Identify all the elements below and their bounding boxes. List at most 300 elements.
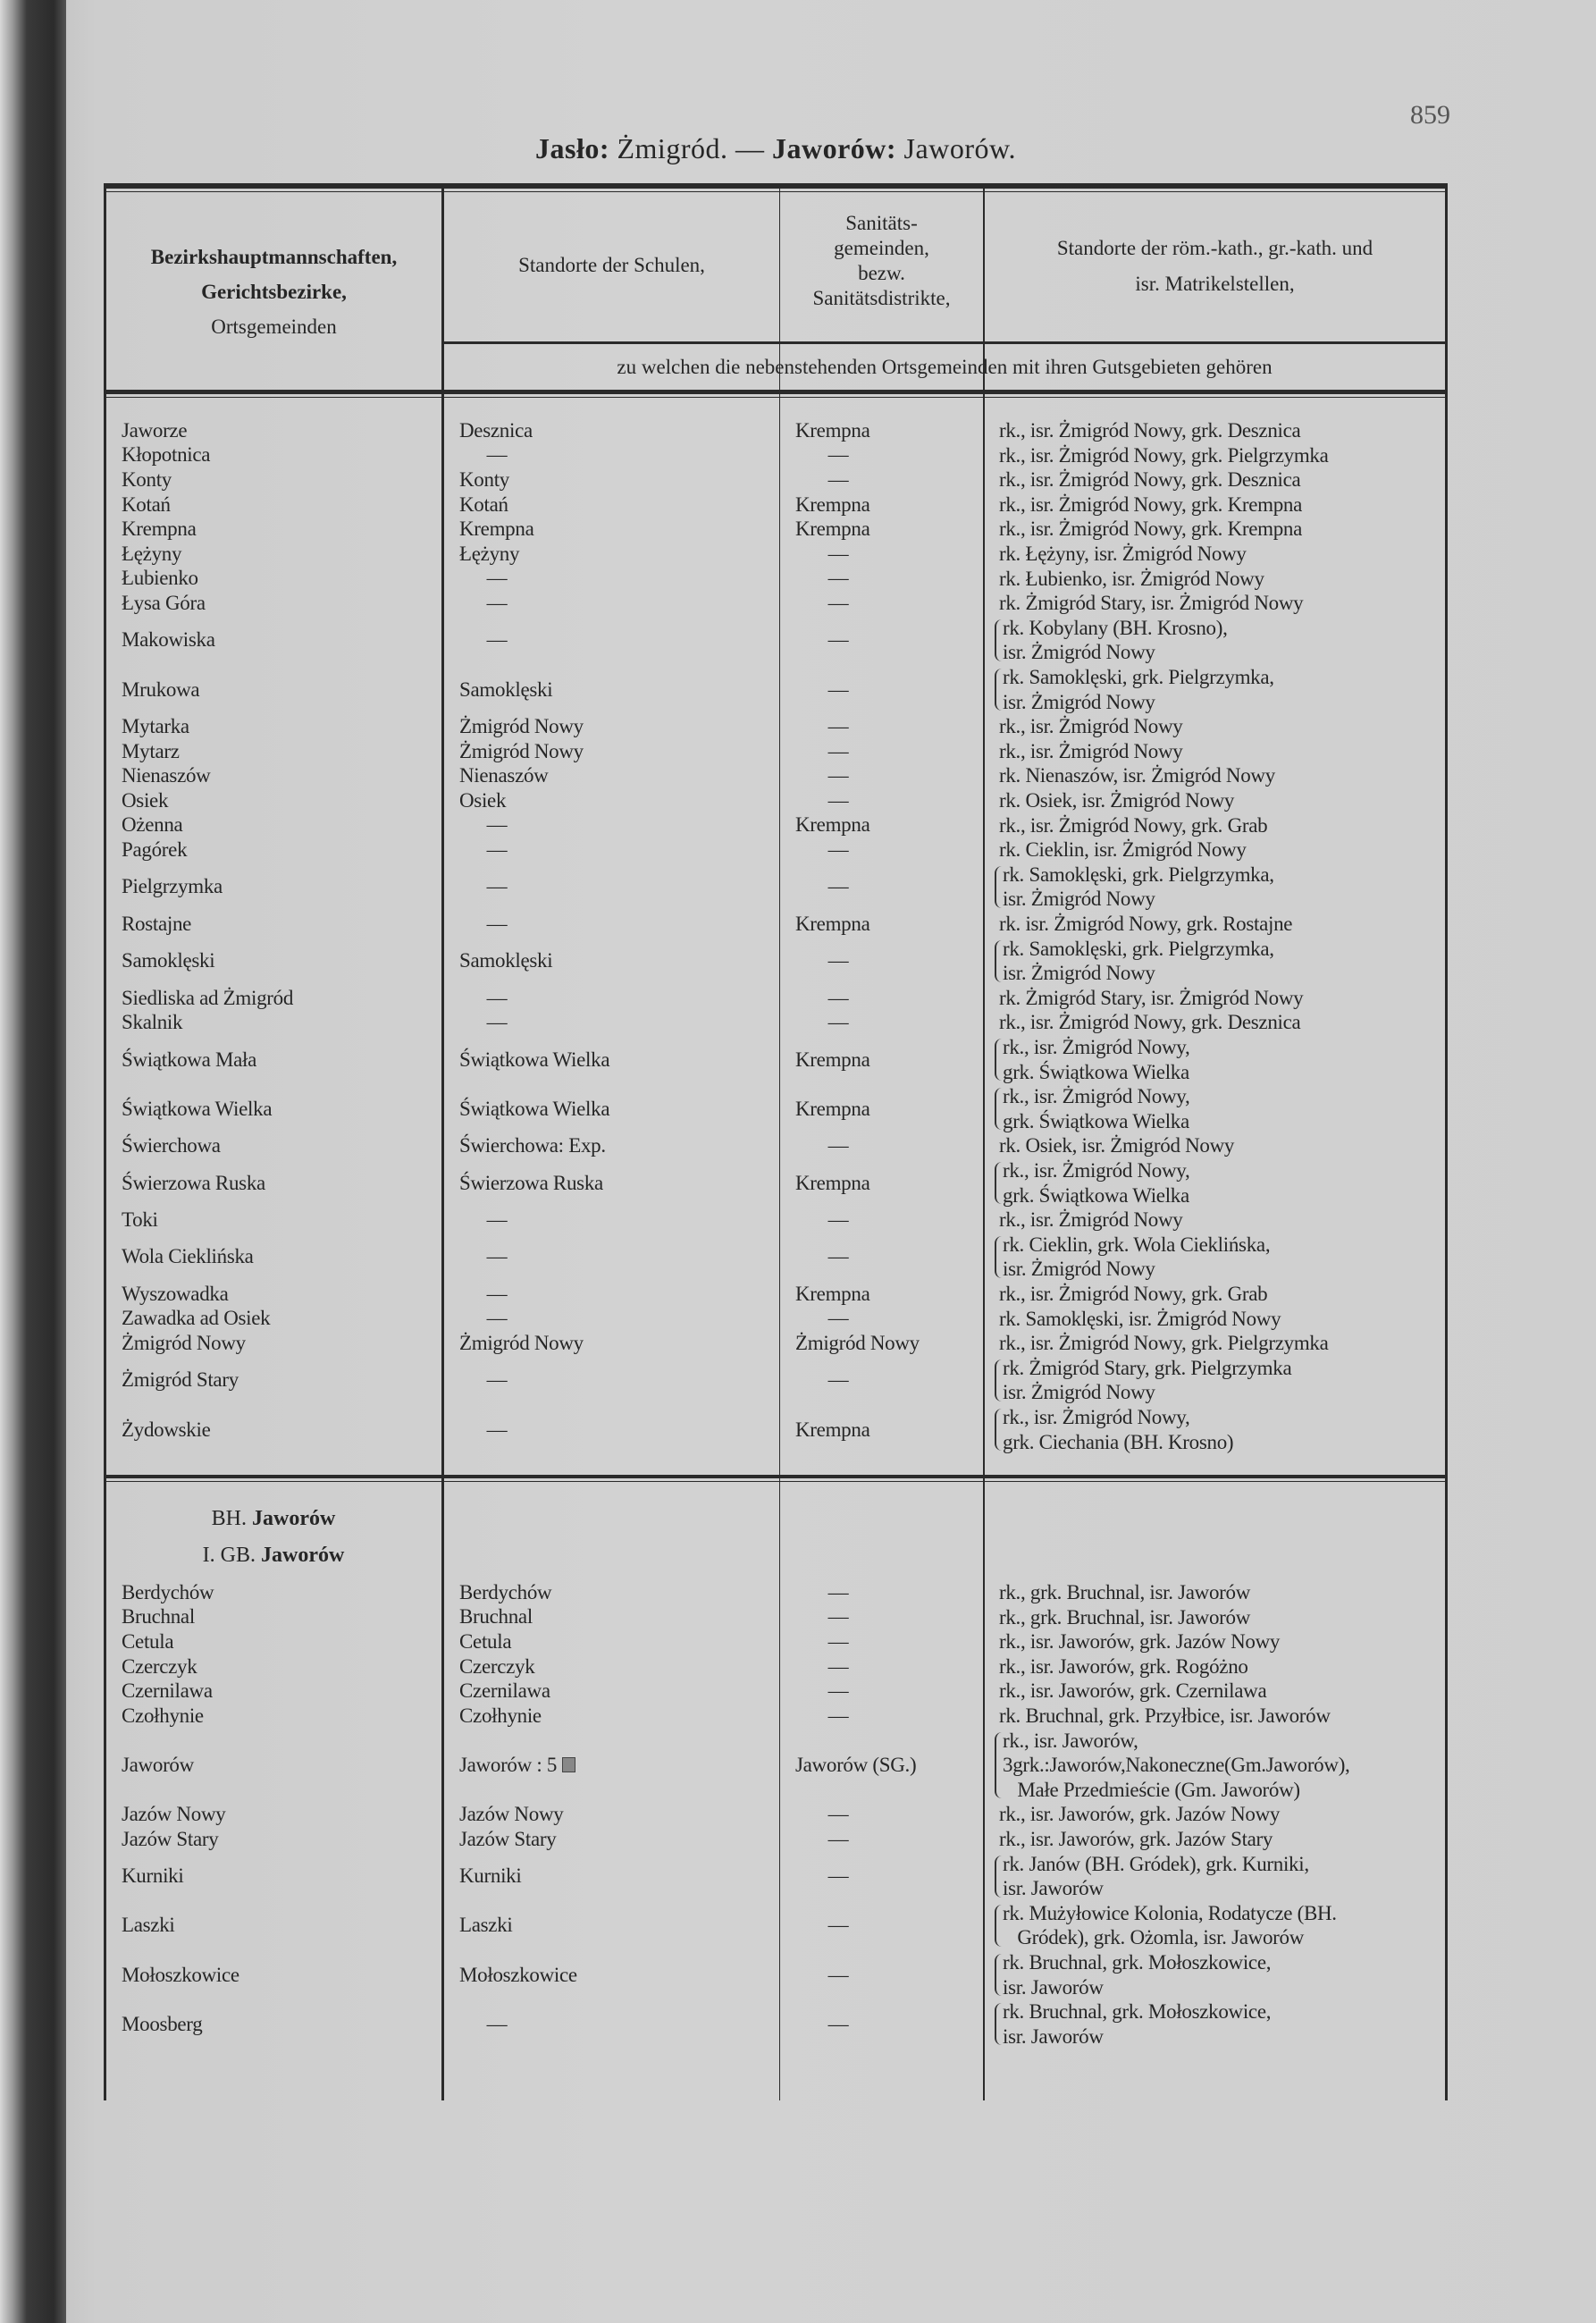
matrikel-line: rk., grk. Bruchnal, isr. Jaworów bbox=[999, 1581, 1251, 1603]
header-sanitaet bbox=[780, 211, 983, 311]
school-location-text: Świerchowa: Exp. bbox=[459, 1134, 606, 1157]
ortsgemeinde-name: Nienaszów bbox=[122, 764, 211, 787]
matrikel-line: rk., isr. Żmigród Nowy, grk. Krempna bbox=[999, 518, 1303, 541]
school-location-text: Bruchnal bbox=[459, 1605, 533, 1629]
ortsgemeinde-name: Kłopotnica bbox=[122, 443, 211, 467]
matrikel-stellen bbox=[999, 912, 1292, 937]
matrikel-line: rk., isr. Żmigród Nowy bbox=[999, 739, 1183, 762]
matrikel-stellen bbox=[999, 591, 1303, 616]
table-row bbox=[0, 1802, 1596, 1827]
sanitary-district: Żmigród Nowy bbox=[795, 1331, 920, 1354]
matrikel-stellen bbox=[999, 1605, 1250, 1630]
ortsgemeinde-name: Kotań bbox=[122, 492, 171, 516]
sanitary-district: — bbox=[827, 1864, 849, 1888]
ortsgemeinde-name: Czernilawa bbox=[122, 1679, 213, 1703]
ortsgemeinde-name: Mytarka bbox=[122, 714, 189, 737]
school-location bbox=[479, 1999, 515, 2049]
sanitary-district: — bbox=[827, 1307, 849, 1330]
school-location-text: — bbox=[486, 2012, 508, 2035]
table-row bbox=[0, 1852, 1596, 1901]
table-row bbox=[0, 1307, 1596, 1332]
matrikel-line: rk., isr. Jaworów, grk. Rogóżno bbox=[999, 1654, 1248, 1678]
school-location bbox=[479, 912, 515, 937]
brace-icon bbox=[995, 669, 1003, 711]
header-bottom-rule-thin bbox=[104, 397, 1448, 398]
table-row bbox=[0, 986, 1596, 1011]
matrikel-line: rk., isr. Żmigród Nowy bbox=[999, 715, 1183, 738]
matrikel-line: rk., isr. Jaworów, grk. Jazów Nowy bbox=[999, 1630, 1281, 1654]
matrikel-stellen bbox=[1003, 863, 1274, 912]
ortsgemeinde-name: Mołoszkowice bbox=[122, 1963, 239, 1986]
matrikel-line: isr. Żmigród Nowy bbox=[1003, 641, 1155, 664]
school-location-text: — bbox=[486, 1418, 508, 1441]
matrikel-stellen bbox=[1003, 1233, 1270, 1282]
ortsgemeinde-name: Pagórek bbox=[122, 837, 188, 861]
school-location-text: — bbox=[486, 1307, 508, 1330]
sanitary-district: — bbox=[827, 1679, 849, 1703]
ortsgemeinde-name: Łysa Góra bbox=[122, 591, 206, 614]
matrikel-stellen bbox=[999, 517, 1302, 542]
school-location bbox=[459, 1158, 603, 1208]
ortsgemeinde-name: Jaworze bbox=[122, 418, 188, 442]
table-row bbox=[0, 467, 1596, 492]
sanitary-district: — bbox=[827, 1704, 849, 1727]
sanitary-district: — bbox=[827, 567, 849, 590]
school-location-text: — bbox=[486, 443, 508, 467]
sanitary-district: — bbox=[827, 1011, 849, 1034]
matrikel-line: Gródek), grk. Ożomla, isr. Jaworów bbox=[1003, 1926, 1305, 1949]
school-location-text: Żmigród Nowy bbox=[459, 739, 584, 762]
school-location-text: — bbox=[486, 567, 508, 590]
sanitary-district: — bbox=[827, 1605, 849, 1629]
header-subheader-text: zu welchen die nebenstehenden Ortsgemeinden mit ihren Gutsgebieten gehören bbox=[617, 356, 1273, 378]
matrikel-line: isr. Jaworów bbox=[1003, 1877, 1104, 1900]
sanitary-district: — bbox=[827, 714, 849, 737]
header-bottom-rule bbox=[104, 390, 1448, 394]
school-location-text: Cetula bbox=[459, 1629, 512, 1653]
matrikel-stellen bbox=[999, 1629, 1280, 1654]
sanitary-district: Krempna bbox=[795, 813, 870, 837]
matrikel-stellen bbox=[999, 986, 1303, 1011]
school-location bbox=[479, 986, 515, 1011]
school-location-text: Kotań bbox=[459, 492, 508, 516]
ortsgemeinde-name: Konty bbox=[122, 467, 172, 491]
school-location-text: — bbox=[486, 813, 508, 837]
matrikel-stellen bbox=[999, 1010, 1300, 1035]
matrikel-stellen bbox=[1003, 937, 1274, 986]
matrikel-stellen bbox=[999, 492, 1302, 518]
school-location-text: Świątkowa Wielka bbox=[459, 1048, 610, 1071]
sanitary-district: — bbox=[827, 628, 849, 652]
matrikel-line: grk. Ciechania (BH. Krosno) bbox=[1003, 1430, 1234, 1453]
ortsgemeinde-name: Zawadka ad Osiek bbox=[122, 1307, 271, 1330]
table-row bbox=[0, 739, 1596, 764]
matrikel-line: rk., isr. Żmigród Nowy, bbox=[1003, 1159, 1190, 1182]
table-row bbox=[0, 1654, 1596, 1679]
table-row bbox=[0, 1729, 1596, 1803]
matrikel-stellen bbox=[1003, 1729, 1350, 1803]
sanitary-district: — bbox=[827, 1629, 849, 1653]
ortsgemeinde-name: Czerczyk bbox=[122, 1654, 197, 1678]
matrikel-line: isr. Żmigród Nowy bbox=[1003, 1381, 1155, 1404]
matrikel-line: isr. Żmigród Nowy bbox=[1003, 962, 1155, 985]
matrikel-line: rk., isr. Jaworów, grk. Jazów Stary bbox=[999, 1828, 1273, 1850]
school-location-text: Konty bbox=[459, 467, 510, 491]
brace-icon bbox=[995, 1954, 1003, 1996]
matrikel-line: rk., isr. Żmigród Nowy, grk. Grab bbox=[999, 1283, 1268, 1305]
school-location bbox=[479, 863, 515, 912]
brace-icon bbox=[995, 1236, 1003, 1278]
table-row bbox=[0, 1208, 1596, 1233]
title-dash: — bbox=[735, 132, 765, 164]
sanitary-district: — bbox=[827, 2012, 849, 2035]
matrikel-stellen bbox=[999, 418, 1300, 443]
table-row bbox=[0, 1827, 1596, 1852]
matrikel-stellen bbox=[999, 1654, 1248, 1679]
school-location bbox=[479, 1233, 515, 1282]
school-location-text: Samoklęski bbox=[459, 949, 553, 972]
header-col4-line1: Standorte der röm.-kath., gr.-kath. und bbox=[1056, 237, 1373, 259]
school-location bbox=[479, 1010, 515, 1035]
section-heading-gb-name: Jaworów bbox=[261, 1544, 345, 1567]
matrikel-stellen bbox=[999, 443, 1329, 468]
header-col1-line3: Ortsgemeinden bbox=[211, 316, 337, 338]
school-location-text: Osiek bbox=[459, 788, 507, 812]
matrikel-line: rk., isr. Żmigród Nowy, bbox=[1003, 1036, 1190, 1058]
matrikel-line: rk. Bruchnal, grk. Przyłbice, isr. Jaworów bbox=[999, 1704, 1331, 1727]
matrikel-line: rk. Kobylany (BH. Krosno), bbox=[1003, 616, 1228, 639]
ortsgemeinde-name: Toki bbox=[122, 1208, 158, 1231]
sanitary-district: — bbox=[827, 1245, 849, 1268]
section-heading-bh bbox=[104, 1507, 443, 1531]
header-col2: Standorte der Schulen, bbox=[518, 254, 705, 276]
school-location-text: Desznica bbox=[459, 418, 533, 442]
school-location bbox=[459, 467, 509, 492]
school-location-text: Jazów Stary bbox=[459, 1827, 557, 1850]
school-location-text: — bbox=[486, 1368, 508, 1392]
sanitary-district: Krempna bbox=[795, 518, 870, 541]
matrikel-line: rk. Łężyny, isr. Żmigród Nowy bbox=[999, 543, 1247, 565]
matrikel-stellen bbox=[1003, 1852, 1309, 1901]
sanitary-district: — bbox=[827, 443, 849, 467]
ortsgemeinde-name: Kurniki bbox=[122, 1864, 184, 1888]
matrikel-line: rk., isr. Żmigród Nowy, bbox=[1003, 1406, 1190, 1428]
table-row bbox=[0, 492, 1596, 518]
school-location-text: Jaworów : 5 bbox=[459, 1753, 558, 1776]
matrikel-line: rk., isr. Jaworów, grk. Jazów Nowy bbox=[999, 1803, 1281, 1826]
sanitary-district: Krempna bbox=[795, 1097, 870, 1120]
matrikel-stellen bbox=[999, 542, 1247, 567]
sanitary-district: Krempna bbox=[795, 1418, 870, 1441]
school-location bbox=[479, 616, 515, 665]
matrikel-stellen bbox=[999, 467, 1300, 492]
matrikel-stellen bbox=[999, 788, 1234, 813]
ortsgemeinde-name: Ożenna bbox=[122, 813, 183, 837]
table-row bbox=[0, 1950, 1596, 1999]
school-location bbox=[459, 1084, 609, 1133]
table-row bbox=[0, 1580, 1596, 1605]
school-location bbox=[459, 1679, 550, 1704]
school-location-text: — bbox=[486, 875, 508, 898]
school-location bbox=[459, 1950, 577, 1999]
matrikel-line: rk., isr. Żmigród Nowy, grk. Pielgrzymka bbox=[999, 1332, 1329, 1355]
table-row bbox=[0, 837, 1596, 863]
school-location-text: — bbox=[486, 1011, 508, 1034]
school-location-text: — bbox=[486, 1282, 508, 1305]
ortsgemeinde-name: Bruchnal bbox=[122, 1605, 195, 1629]
table-row bbox=[0, 1010, 1596, 1035]
header-col3-line2: gemeinden, bbox=[834, 237, 929, 259]
sanitary-district: — bbox=[827, 678, 849, 701]
school-location-text: — bbox=[486, 837, 508, 861]
table-row bbox=[0, 567, 1596, 592]
brace-icon bbox=[995, 1039, 1003, 1081]
sanitary-district: — bbox=[827, 837, 849, 861]
school-location bbox=[459, 1654, 534, 1679]
school-location-text: Laszki bbox=[459, 1914, 513, 1937]
school-location-text: Czernilawa bbox=[459, 1679, 550, 1703]
school-location bbox=[459, 1827, 556, 1852]
ortsgemeinde-name: Siedliska ad Żmigród bbox=[122, 986, 294, 1009]
table-row bbox=[0, 1233, 1596, 1282]
school-location-text: Łężyny bbox=[459, 542, 520, 565]
table-top-rule-thin bbox=[104, 191, 1448, 192]
school-location bbox=[479, 1307, 515, 1332]
school-location-text: Kurniki bbox=[459, 1864, 522, 1888]
matrikel-line: rk. isr. Żmigród Nowy, grk. Rostajne bbox=[999, 913, 1293, 935]
sanitary-district: Krempna bbox=[795, 1282, 870, 1305]
ortsgemeinde-name: Świątkowa Wielka bbox=[122, 1097, 273, 1120]
brace-icon bbox=[995, 1856, 1003, 1898]
school-location-text: Nienaszów bbox=[459, 764, 549, 787]
matrikel-stellen bbox=[999, 1133, 1234, 1158]
school-location bbox=[459, 714, 584, 739]
matrikel-line: rk., isr. Żmigród Nowy, grk. Pielgrzymka bbox=[999, 443, 1329, 467]
table-row bbox=[0, 1356, 1596, 1405]
school-location bbox=[479, 1282, 515, 1307]
school-location-text: Berdychów bbox=[459, 1580, 552, 1603]
matrikel-stellen bbox=[999, 567, 1264, 592]
school-location bbox=[479, 567, 515, 592]
matrikel-line: rk. Żmigród Stary, isr. Żmigród Nowy bbox=[999, 986, 1304, 1009]
matrikel-line: rk. Bruchnal, grk. Mołoszkowice, bbox=[1003, 1951, 1272, 1974]
matrikel-line: rk. Samoklęski, grk. Pielgrzymka, bbox=[1003, 863, 1274, 886]
matrikel-line: rk. Cieklin, isr. Żmigród Nowy bbox=[999, 838, 1247, 862]
table-row bbox=[0, 813, 1596, 838]
table-row bbox=[0, 1158, 1596, 1208]
matrikel-stellen bbox=[999, 1282, 1267, 1307]
matrikel-stellen bbox=[999, 763, 1275, 788]
school-location-text: — bbox=[486, 912, 508, 935]
ortsgemeinde-name: Łubienko bbox=[122, 567, 198, 590]
matrikel-stellen bbox=[999, 1802, 1280, 1827]
school-location-text: — bbox=[486, 591, 508, 614]
matrikel-stellen bbox=[999, 1331, 1329, 1356]
brace-icon bbox=[995, 866, 1003, 908]
school-location bbox=[459, 665, 552, 714]
school-location-text: Samoklęski bbox=[459, 678, 553, 701]
ortsgemeinde-name: Wyszowadka bbox=[122, 1282, 229, 1305]
table-row bbox=[0, 418, 1596, 443]
matrikel-stellen bbox=[999, 1580, 1250, 1605]
table-row bbox=[0, 863, 1596, 912]
matrikel-line: rk. Żmigród Stary, isr. Żmigród Nowy bbox=[999, 592, 1304, 615]
section-heading-bh-name: Jaworów bbox=[252, 1507, 336, 1530]
matrikel-line: rk. Osiek, isr. Żmigród Nowy bbox=[999, 789, 1235, 812]
brace-icon bbox=[995, 1732, 1003, 1799]
matrikel-stellen bbox=[999, 739, 1183, 764]
header-schulen bbox=[444, 252, 779, 279]
matrikel-stellen bbox=[1003, 1901, 1337, 1950]
school-location-text: — bbox=[486, 1208, 508, 1231]
matrikel-line: rk., isr. Żmigród Nowy, grk. Desznica bbox=[999, 419, 1301, 442]
section-divider-rule bbox=[104, 1475, 1448, 1478]
matrikel-line: rk. Żmigród Stary, grk. Pielgrzymka bbox=[1003, 1356, 1292, 1379]
ortsgemeinde-name: Krempna bbox=[122, 518, 197, 541]
matrikel-line: rk. Mużyłowice Kolonia, Rodatycze (BH. bbox=[1003, 1901, 1337, 1924]
school-location bbox=[459, 517, 533, 542]
table-row bbox=[0, 1679, 1596, 1704]
table-row bbox=[0, 1084, 1596, 1133]
school-location bbox=[459, 1035, 609, 1084]
matrikel-stellen bbox=[1003, 1158, 1189, 1208]
table-row bbox=[0, 714, 1596, 739]
sanitary-district: Krempna bbox=[795, 418, 870, 442]
matrikel-stellen bbox=[999, 1827, 1273, 1852]
matrikel-stellen bbox=[999, 714, 1183, 739]
school-location-text: Mołoszkowice bbox=[459, 1963, 577, 1986]
brace-icon bbox=[995, 1359, 1003, 1401]
sanitary-district: — bbox=[827, 788, 849, 812]
brace-icon bbox=[995, 2003, 1003, 2045]
school-location bbox=[459, 492, 508, 518]
school-location bbox=[459, 1852, 521, 1901]
table-row bbox=[0, 1901, 1596, 1950]
table-row bbox=[0, 1704, 1596, 1729]
matrikel-stellen bbox=[999, 813, 1267, 838]
school-location bbox=[459, 937, 552, 986]
matrikel-line: rk., isr. Jaworów, grk. Czernilawa bbox=[999, 1679, 1267, 1703]
header-sub-rule bbox=[443, 341, 1445, 344]
sanitary-district: Jaworów (SG.) bbox=[795, 1753, 917, 1776]
ortsgemeinde-name: Świątkowa Mała bbox=[122, 1048, 257, 1071]
matrikel-stellen bbox=[1003, 1035, 1189, 1084]
matrikel-stellen bbox=[1003, 1999, 1271, 2049]
sanitary-district: — bbox=[827, 986, 849, 1009]
school-location bbox=[459, 418, 533, 443]
school-location bbox=[459, 1729, 575, 1803]
ortsgemeinde-name: Żmigród Nowy bbox=[122, 1331, 246, 1354]
table-row bbox=[0, 788, 1596, 813]
sanitary-district: — bbox=[827, 1134, 849, 1157]
brace-icon bbox=[995, 940, 1003, 982]
school-location bbox=[459, 1580, 551, 1605]
matrikel-line: rk. Janów (BH. Gródek), grk. Kurniki, bbox=[1003, 1852, 1309, 1875]
table-row bbox=[0, 1035, 1596, 1084]
matrikel-stellen bbox=[1003, 1356, 1291, 1405]
table-top-rule bbox=[104, 183, 1448, 189]
table-row bbox=[0, 1999, 1596, 2049]
sanitary-district: Krempna bbox=[795, 1171, 870, 1194]
sanitary-district: Krempna bbox=[795, 492, 870, 516]
header-matrikel bbox=[985, 231, 1445, 302]
matrikel-line: rk., isr. Żmigród Nowy, bbox=[1003, 1085, 1190, 1108]
matrikel-line: rk., isr. Żmigród Nowy bbox=[999, 1208, 1183, 1232]
school-location bbox=[459, 739, 584, 764]
school-location bbox=[459, 1605, 533, 1630]
school-location bbox=[459, 1802, 563, 1827]
ortsgemeinde-name: Żmigród Stary bbox=[122, 1368, 239, 1392]
matrikel-line: rk., grk. Bruchnal, isr. Jaworów bbox=[999, 1605, 1251, 1629]
school-location-text: Żmigród Nowy bbox=[459, 714, 584, 737]
school-location-text: Jazów Nowy bbox=[459, 1803, 564, 1826]
matrikel-line: rk., isr. Jaworów, bbox=[1003, 1729, 1138, 1752]
table-row bbox=[0, 1405, 1596, 1454]
ortsgemeinde-name: Berdychów bbox=[122, 1580, 214, 1603]
matrikel-stellen bbox=[1003, 1950, 1271, 1999]
table-row bbox=[0, 443, 1596, 468]
matrikel-stellen bbox=[1003, 616, 1228, 665]
sanitary-district: Krempna bbox=[795, 1048, 870, 1071]
matrikel-stellen bbox=[999, 1679, 1266, 1704]
sanitary-district: — bbox=[827, 1580, 849, 1603]
sanitary-district: — bbox=[827, 1914, 849, 1937]
school-location bbox=[479, 443, 515, 468]
matrikel-line: rk. Bruchnal, grk. Mołoszkowice, bbox=[1003, 2000, 1272, 2024]
matrikel-line: grk. Świątkowa Wielka bbox=[1003, 1109, 1189, 1132]
table-row bbox=[0, 616, 1596, 665]
matrikel-line: rk. Cieklin, grk. Wola Cieklińska, bbox=[1003, 1233, 1271, 1256]
matrikel-line: rk. Łubienko, isr. Żmigród Nowy bbox=[999, 567, 1264, 590]
school-location bbox=[479, 813, 515, 838]
sanitary-district: — bbox=[827, 764, 849, 787]
sanitary-district: — bbox=[827, 542, 849, 565]
section-heading-bh-prefix: BH. bbox=[211, 1507, 247, 1530]
table-row bbox=[0, 1629, 1596, 1654]
table-row bbox=[0, 542, 1596, 567]
sanitary-district: — bbox=[827, 875, 849, 898]
ortsgemeinde-name: Skalnik bbox=[122, 1011, 183, 1034]
ortsgemeinde-name: Cetula bbox=[122, 1629, 174, 1653]
matrikel-line: isr. Jaworów bbox=[1003, 2024, 1104, 2048]
title-court-1: Żmigród. bbox=[617, 132, 728, 164]
sanitary-district: — bbox=[827, 1827, 849, 1850]
ortsgemeinde-name: Mytarz bbox=[122, 739, 180, 762]
sanitary-district: — bbox=[827, 1803, 849, 1826]
matrikel-line: isr. Żmigród Nowy bbox=[1003, 888, 1155, 911]
table-row bbox=[0, 1605, 1596, 1630]
school-location bbox=[459, 1629, 511, 1654]
title-district-1: Jasło: bbox=[534, 132, 609, 164]
table-row bbox=[0, 591, 1596, 616]
header-col3-line4: Sanitätsdistrikte, bbox=[812, 287, 951, 309]
header-col3-line3: bezw. bbox=[858, 262, 905, 284]
matrikel-line: rk., isr. Żmigród Nowy, grk. Grab bbox=[999, 813, 1268, 837]
sanitary-district: — bbox=[827, 591, 849, 614]
school-location-text: Czerczyk bbox=[459, 1654, 535, 1678]
title-district-2: Jaworów: bbox=[771, 132, 897, 164]
sanitary-district: — bbox=[827, 1654, 849, 1678]
title-court-2: Jaworów. bbox=[903, 132, 1016, 164]
ortsgemeinde-name: Wola Cieklińska bbox=[122, 1245, 254, 1268]
school-symbol-icon bbox=[562, 1757, 575, 1772]
section-heading-gb-prefix: I. GB. bbox=[202, 1544, 256, 1567]
header-col1-line1: Bezirkshauptmannschaften, bbox=[150, 246, 398, 268]
ortsgemeinde-name: Makowiska bbox=[122, 628, 215, 652]
table-row bbox=[0, 517, 1596, 542]
sanitary-district: — bbox=[827, 949, 849, 972]
ortsgemeinde-name: Jazów Nowy bbox=[122, 1803, 226, 1826]
